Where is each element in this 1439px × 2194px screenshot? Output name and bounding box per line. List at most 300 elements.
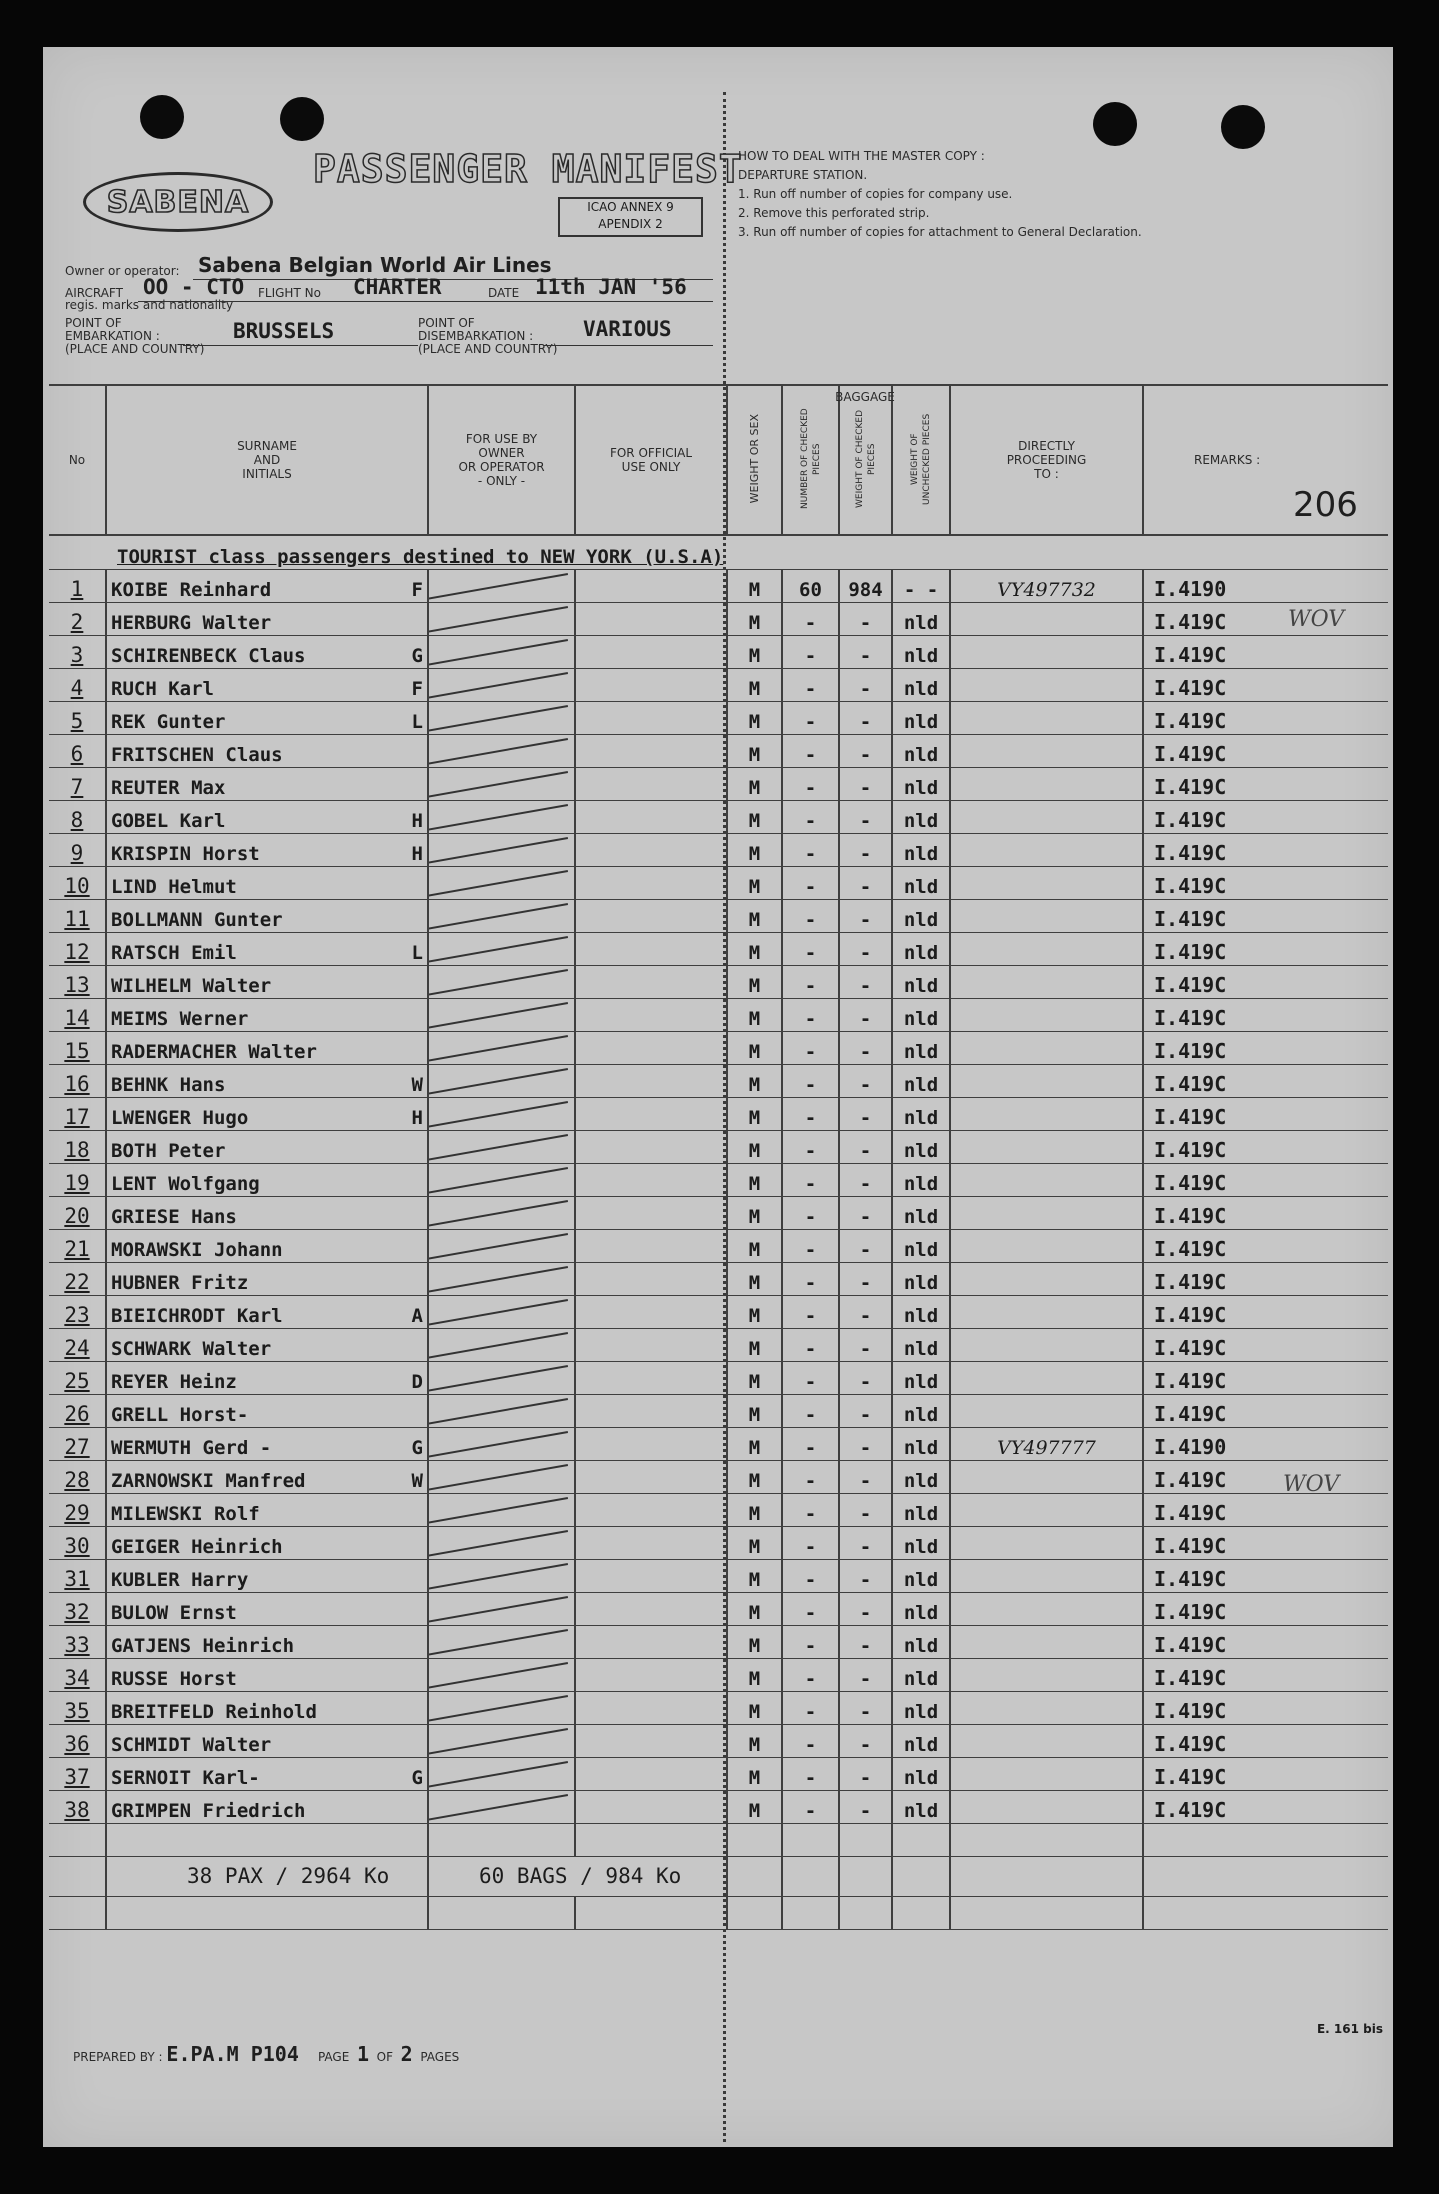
remarks: I.419C (1143, 1163, 1388, 1196)
official-use-cell (575, 602, 727, 635)
table-row (49, 1691, 1388, 1724)
passenger-no: 27 (49, 1427, 106, 1460)
aircraft-label: AIRCRAFT (65, 286, 123, 300)
owner-use-cell (428, 1625, 575, 1658)
disembarkation-value: VARIOUS (583, 317, 672, 341)
remarks: I.419C (1143, 1031, 1388, 1064)
passenger-initial: G (411, 1436, 423, 1459)
official-use-cell (575, 1658, 727, 1691)
passenger-table (49, 384, 1388, 1930)
remarks: I.4190 (1143, 1427, 1388, 1460)
checked-pieces: - (782, 1394, 839, 1427)
unchecked-weight: nld (892, 1724, 950, 1757)
passenger-no: 14 (49, 998, 106, 1031)
handwritten-remark: WOV (1288, 607, 1345, 632)
checked-pieces: - (782, 1757, 839, 1790)
passenger-sex: M (727, 1328, 782, 1361)
destination: VY497732 (950, 569, 1143, 602)
table-row (49, 800, 1388, 833)
destination (950, 1493, 1143, 1526)
destination (950, 932, 1143, 965)
remarks: I.419C (1143, 1757, 1388, 1790)
table-row (49, 1163, 1388, 1196)
passenger-no: 25 (49, 1361, 106, 1394)
remarks: I.419C (1143, 1361, 1388, 1394)
checked-pieces: - (782, 1526, 839, 1559)
passenger-no: 31 (49, 1559, 106, 1592)
remarks: I.419C (1143, 767, 1388, 800)
unchecked-weight: nld (892, 1130, 950, 1163)
date-value: 11th JAN '56 (535, 275, 687, 299)
remarks: I.419C (1143, 1526, 1388, 1559)
passenger-sex: M (727, 1724, 782, 1757)
passenger-no: 10 (49, 866, 106, 899)
owner-use-cell (428, 1460, 575, 1493)
passenger-sex: M (727, 1559, 782, 1592)
passenger-sex: M (727, 1097, 782, 1130)
checked-pieces: 60 (782, 569, 839, 602)
checked-pieces: - (782, 1658, 839, 1691)
destination (950, 1559, 1143, 1592)
col-weight-checked (835, 385, 895, 535)
table-row (49, 1658, 1388, 1691)
checked-weight: - (839, 1064, 892, 1097)
passenger-name (106, 1592, 428, 1625)
official-use-cell (575, 668, 727, 701)
col-surname-line2: AND (253, 453, 281, 467)
checked-weight: - (839, 1691, 892, 1724)
checked-pieces: - (782, 1691, 839, 1724)
passenger-sex: M (727, 899, 782, 932)
remarks: I.419C (1143, 734, 1388, 767)
passenger-no: 18 (49, 1130, 106, 1163)
checked-pieces: - (782, 1328, 839, 1361)
official-use-cell (575, 899, 727, 932)
passenger-name (106, 701, 428, 734)
unchecked-weight: nld (892, 1790, 950, 1823)
destination (950, 965, 1143, 998)
passenger-sex: M (727, 1130, 782, 1163)
passenger-surname: WERMUTH Gerd - (111, 1436, 272, 1459)
checked-pieces: - (782, 1064, 839, 1097)
passenger-surname: GATJENS Heinrich (111, 1634, 295, 1657)
passenger-sex: M (727, 668, 782, 701)
passenger-surname: FRITSCHEN Claus (111, 743, 283, 766)
unchecked-weight: nld (892, 734, 950, 767)
checked-pieces: - (782, 1460, 839, 1493)
checked-weight: - (839, 1295, 892, 1328)
checked-pieces: - (782, 1295, 839, 1328)
checked-weight: - (839, 602, 892, 635)
unchecked-weight: nld (892, 1163, 950, 1196)
passenger-surname: GOBEL Karl (111, 809, 226, 832)
unchecked-weight: nld (892, 1394, 950, 1427)
official-use-cell (575, 1526, 727, 1559)
col-owner (428, 385, 575, 535)
unchecked-weight: nld (892, 866, 950, 899)
passenger-sex: M (727, 1394, 782, 1427)
owner-use-cell (428, 998, 575, 1031)
table-row (49, 1064, 1388, 1097)
destination (950, 1526, 1143, 1559)
unchecked-weight: nld (892, 1196, 950, 1229)
passenger-no: 35 (49, 1691, 106, 1724)
checked-pieces: - (782, 1493, 839, 1526)
table-row (49, 1724, 1388, 1757)
owner-use-cell (428, 866, 575, 899)
passenger-name (106, 734, 428, 767)
flight-value: CHARTER (353, 275, 442, 299)
passenger-surname: RADERMACHER Walter (111, 1040, 317, 1063)
passenger-no: 37 (49, 1757, 106, 1790)
passenger-name (106, 1295, 428, 1328)
passenger-no: 5 (49, 701, 106, 734)
owner-use-cell (428, 1328, 575, 1361)
table-row (49, 1097, 1388, 1130)
unchecked-weight: nld (892, 1031, 950, 1064)
passenger-name (106, 1427, 428, 1460)
checked-pieces: - (782, 734, 839, 767)
disembarkation-label (418, 317, 557, 356)
table-row (49, 1592, 1388, 1625)
passenger-name (106, 1262, 428, 1295)
instruction-line: 2. Remove this perforated strip. (738, 206, 930, 220)
col-checked-label: NUMBER OF CHECKED PIECES (799, 408, 822, 509)
checked-pieces: - (782, 1592, 839, 1625)
operator-label: Owner or operator: (65, 264, 180, 278)
passenger-sex: M (727, 1427, 782, 1460)
underline (543, 345, 713, 346)
remarks: I.4190 (1143, 569, 1388, 602)
passenger-name (106, 833, 428, 866)
passenger-name (106, 1031, 428, 1064)
remarks: I.419C (1143, 1262, 1388, 1295)
col-official-line2: USE ONLY (621, 460, 681, 474)
checked-weight: - (839, 1394, 892, 1427)
col-surname-line3: INITIALS (242, 467, 292, 481)
passenger-name (106, 1790, 428, 1823)
official-use-cell (575, 1592, 727, 1625)
underline (183, 345, 418, 346)
passenger-surname: KRISPIN Horst (111, 842, 260, 865)
disembark-label-line3: (PLACE AND COUNTRY) (418, 342, 558, 356)
official-use-cell (575, 1328, 727, 1361)
official-use-cell (575, 833, 727, 866)
table-row (49, 1295, 1388, 1328)
passenger-name (106, 1130, 428, 1163)
passenger-surname: BEHNK Hans (111, 1073, 226, 1096)
checked-weight: - (839, 767, 892, 800)
prepared-by-value: E.PA.M P104 (166, 2042, 299, 2066)
owner-use-cell (428, 602, 575, 635)
passenger-name (106, 1361, 428, 1394)
remarks: I.419C (1143, 701, 1388, 734)
official-use-cell (575, 701, 727, 734)
remarks: I.419C (1143, 1592, 1388, 1625)
passenger-surname: SCHMIDT Walter (111, 1733, 272, 1756)
col-baggage-group-label: BAGGAGE (835, 390, 895, 404)
official-use-cell (575, 1625, 727, 1658)
official-use-cell (575, 1229, 727, 1262)
checked-weight: - (839, 1196, 892, 1229)
official-use-cell (575, 1691, 727, 1724)
checked-weight: - (839, 1526, 892, 1559)
official-use-cell (575, 635, 727, 668)
passenger-sex: M (727, 1163, 782, 1196)
passenger-initial: H (411, 809, 423, 832)
flight-label: FLIGHT No (258, 286, 321, 300)
col-dest-line2: PROCEEDING (1006, 453, 1087, 467)
owner-use-cell (428, 1031, 575, 1064)
passenger-surname: GRIMPEN Friedrich (111, 1799, 306, 1822)
owner-use-cell (428, 1691, 575, 1724)
totals-row (49, 1856, 1388, 1896)
remarks: I.419C (1143, 1691, 1388, 1724)
remarks: I.419C (1143, 1460, 1388, 1493)
destination (950, 635, 1143, 668)
unchecked-weight: nld (892, 602, 950, 635)
passenger-name (106, 767, 428, 800)
passenger-no: 9 (49, 833, 106, 866)
unchecked-weight: nld (892, 1592, 950, 1625)
checked-pieces: - (782, 1097, 839, 1130)
passenger-surname: HUBNER Fritz (111, 1271, 249, 1294)
col-remarks (1143, 385, 1388, 535)
passenger-name (106, 998, 428, 1031)
passenger-initial: F (411, 677, 423, 700)
passenger-surname: LIND Helmut (111, 875, 237, 898)
destination (950, 1295, 1143, 1328)
remarks: I.419C (1143, 1295, 1388, 1328)
official-use-cell (575, 800, 727, 833)
checked-pieces: - (782, 1130, 839, 1163)
remarks: I.419C (1143, 866, 1388, 899)
passenger-surname: REK Gunter (111, 710, 226, 733)
checked-pieces: - (782, 1163, 839, 1196)
unchecked-weight: nld (892, 1658, 950, 1691)
owner-use-cell (428, 1097, 575, 1130)
remarks: I.419C (1143, 1658, 1388, 1691)
footer (73, 2042, 459, 2066)
checked-weight: - (839, 1625, 892, 1658)
checked-pieces: - (782, 1625, 839, 1658)
unchecked-weight: nld (892, 1559, 950, 1592)
passenger-initial: L (411, 941, 423, 964)
passenger-sex: M (727, 635, 782, 668)
checked-pieces: - (782, 932, 839, 965)
col-weight-sex-label: WEIGHT OR SEX (747, 413, 761, 504)
checked-pieces: - (782, 965, 839, 998)
passenger-surname: LWENGER Hugo (111, 1106, 249, 1129)
destination (950, 1328, 1143, 1361)
remarks: I.419C (1143, 1229, 1388, 1262)
passenger-no: 19 (49, 1163, 106, 1196)
owner-use-cell (428, 1658, 575, 1691)
passenger-no: 22 (49, 1262, 106, 1295)
destination (950, 701, 1143, 734)
official-use-cell (575, 1064, 727, 1097)
col-surname-line1: SURNAME (237, 439, 297, 453)
handwritten-remark: WOV (1283, 1472, 1340, 1497)
passenger-no: 26 (49, 1394, 106, 1427)
destination (950, 1658, 1143, 1691)
destination (950, 800, 1143, 833)
unchecked-weight: nld (892, 1064, 950, 1097)
icao-line2: APENDIX 2 (598, 217, 663, 231)
owner-use-cell (428, 734, 575, 767)
official-use-cell (575, 1196, 727, 1229)
instruction-line: 1. Run off number of copies for company use. (738, 187, 1013, 201)
official-use-cell (575, 1295, 727, 1328)
passenger-no: 11 (49, 899, 106, 932)
instruction-line: HOW TO DEAL WITH THE MASTER COPY : (738, 149, 985, 163)
unchecked-weight: nld (892, 1262, 950, 1295)
prepared-by-label: PREPARED BY : (73, 2050, 163, 2064)
remarks: I.419C (1143, 635, 1388, 668)
passenger-sex: M (727, 1691, 782, 1724)
unchecked-weight: nld (892, 1757, 950, 1790)
checked-pieces: - (782, 1031, 839, 1064)
destination (950, 899, 1143, 932)
passenger-no: 23 (49, 1295, 106, 1328)
passenger-no: 30 (49, 1526, 106, 1559)
owner-use-cell (428, 1493, 575, 1526)
aircraft-sub-label: regis. marks and nationality (65, 298, 234, 312)
passenger-no: 4 (49, 668, 106, 701)
col-owner-line3: OR OPERATOR (458, 460, 545, 474)
checked-weight: - (839, 1361, 892, 1394)
passenger-surname: GRIESE Hans (111, 1205, 237, 1228)
passenger-name (106, 1394, 428, 1427)
col-surname (106, 385, 428, 535)
table-row (49, 1790, 1388, 1823)
checked-pieces: - (782, 899, 839, 932)
disembark-label-line1: POINT OF (418, 316, 475, 330)
date-label: DATE (488, 286, 520, 300)
passenger-name (106, 1328, 428, 1361)
passenger-name (106, 1493, 428, 1526)
table-row (49, 965, 1388, 998)
owner-use-cell (428, 899, 575, 932)
remarks: I.419C (1143, 800, 1388, 833)
page-stamp-number: 206 (1293, 485, 1358, 525)
unchecked-weight: nld (892, 998, 950, 1031)
owner-use-cell (428, 635, 575, 668)
col-owner-line2: OWNER (478, 446, 525, 460)
of-value: 2 (400, 2042, 413, 2066)
owner-use-cell (428, 965, 575, 998)
owner-use-cell (428, 1526, 575, 1559)
destination (950, 1361, 1143, 1394)
destination (950, 1163, 1143, 1196)
passenger-name (106, 1097, 428, 1130)
remarks: I.419C (1143, 833, 1388, 866)
destination (950, 1757, 1143, 1790)
punch-hole (1221, 105, 1265, 149)
passenger-sex: M (727, 1658, 782, 1691)
destination (950, 998, 1143, 1031)
passenger-name (106, 965, 428, 998)
passenger-surname: REYER Heinz (111, 1370, 237, 1393)
passenger-no: 29 (49, 1493, 106, 1526)
passenger-surname: SCHWARK Walter (111, 1337, 272, 1360)
table-row (49, 1328, 1388, 1361)
destination (950, 1196, 1143, 1229)
checked-weight: - (839, 1460, 892, 1493)
unchecked-weight: nld (892, 1625, 950, 1658)
unchecked-weight: nld (892, 1229, 950, 1262)
remarks: I.419C (1143, 1724, 1388, 1757)
passenger-sex: M (727, 1262, 782, 1295)
table-row (49, 734, 1388, 767)
operator-value: Sabena Belgian World Air Lines (198, 253, 552, 277)
official-use-cell (575, 1163, 727, 1196)
passenger-no: 8 (49, 800, 106, 833)
passenger-name (106, 1196, 428, 1229)
table-row (49, 932, 1388, 965)
passenger-sex: M (727, 1295, 782, 1328)
passenger-surname: REUTER Max (111, 776, 226, 799)
checked-weight: - (839, 668, 892, 701)
checked-weight: - (839, 701, 892, 734)
owner-use-cell (428, 1064, 575, 1097)
passenger-no: 36 (49, 1724, 106, 1757)
checked-pieces: - (782, 1559, 839, 1592)
passenger-sex: M (727, 767, 782, 800)
col-destination (950, 385, 1143, 535)
checked-weight: - (839, 1328, 892, 1361)
unchecked-weight: nld (892, 701, 950, 734)
destination (950, 767, 1143, 800)
owner-use-cell (428, 767, 575, 800)
table-row (49, 1625, 1388, 1658)
remarks: I.419C (1143, 932, 1388, 965)
checked-weight: - (839, 1229, 892, 1262)
passenger-sex: M (727, 1460, 782, 1493)
official-use-cell (575, 1460, 727, 1493)
passenger-no: 24 (49, 1328, 106, 1361)
form-code: E. 161 bis (1316, 2022, 1383, 2036)
unchecked-weight: nld (892, 899, 950, 932)
unchecked-weight: nld (892, 668, 950, 701)
table-row (49, 1394, 1388, 1427)
passenger-no: 1 (49, 569, 106, 602)
col-owner-line1: FOR USE BY (465, 432, 538, 446)
passenger-surname: MILEWSKI Rolf (111, 1502, 260, 1525)
passenger-name (106, 602, 428, 635)
passenger-no: 16 (49, 1064, 106, 1097)
owner-use-cell (428, 1724, 575, 1757)
destination: VY497777 (950, 1427, 1143, 1460)
official-use-cell (575, 767, 727, 800)
checked-weight: - (839, 1559, 892, 1592)
remarks: I.419C (1143, 668, 1388, 701)
owner-use-cell (428, 1163, 575, 1196)
passenger-sex: M (727, 1493, 782, 1526)
destination (950, 1691, 1143, 1724)
remarks: I.419C (1143, 1130, 1388, 1163)
checked-weight: - (839, 1790, 892, 1823)
passenger-sex: M (727, 998, 782, 1031)
col-no: No (49, 385, 106, 535)
unchecked-weight: nld (892, 1328, 950, 1361)
col-weight-unchecked-label: WEIGHT OF UNCHECKED PIECES (910, 412, 932, 505)
col-official (575, 385, 727, 535)
passenger-no: 32 (49, 1592, 106, 1625)
passenger-sex: M (727, 1592, 782, 1625)
passenger-no: 28 (49, 1460, 106, 1493)
unchecked-weight: nld (892, 1361, 950, 1394)
